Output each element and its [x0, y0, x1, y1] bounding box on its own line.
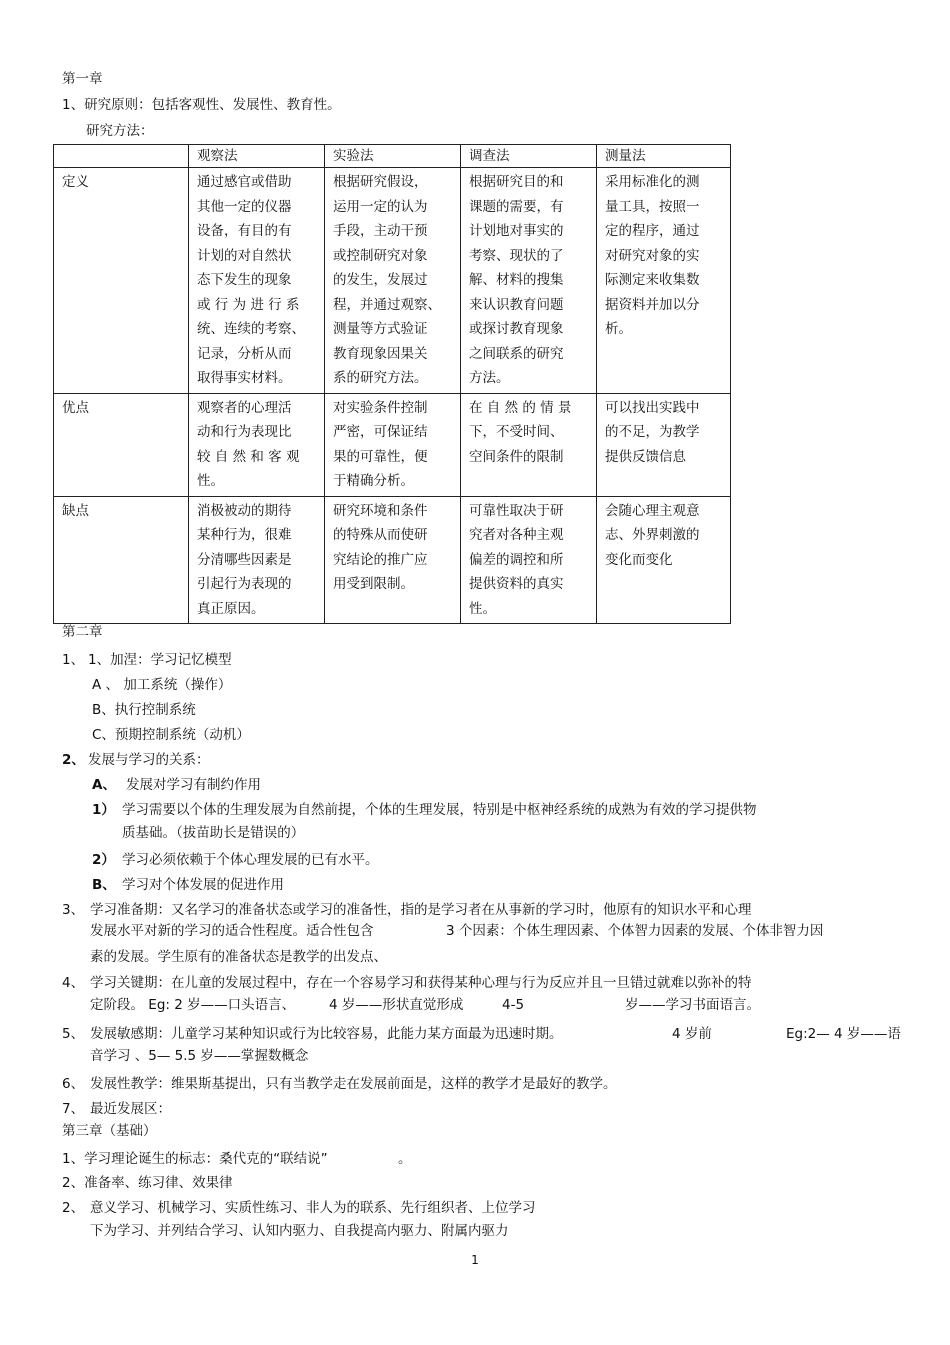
- critical-period-eg-2: 4 岁——形状直觉形成: [329, 997, 464, 1013]
- cell-text-line: 较 自 然 和 客 观: [197, 448, 300, 465]
- cell-text-line: 程，并通过观察、: [333, 296, 441, 313]
- cell-text-line: 析。: [605, 321, 632, 337]
- learning-theory-origin: 1、学习理论诞生的标志：桑代克的“联结说”: [62, 1151, 328, 1167]
- critical-period-eg-3: 4-5: [502, 997, 525, 1013]
- cell-text-line: 在 自 然 的 情 景: [469, 399, 572, 416]
- learning-theory-origin-end: 。: [398, 1151, 412, 1167]
- cell-text-line: 用受到限制。: [333, 576, 414, 592]
- cell-text-line: 某种行为，很难: [197, 527, 292, 543]
- table-row: [54, 393, 731, 496]
- cell-text-line: 取得事实材料。: [197, 370, 292, 386]
- critical-period: 学习关键期：在儿童的发展过程中，存在一个容易学习和获得某种心理与行为反应并且一旦错过就难以弥补的特: [90, 975, 752, 991]
- cell-text-line: 性。: [469, 600, 496, 617]
- cell-text-line: 对实验条件控制: [333, 399, 428, 416]
- thorndike-laws: 2、准备率、练习律、效果律: [62, 1175, 233, 1191]
- cell-text-line: 解、材料的搜集: [469, 272, 564, 288]
- sub-label: A、: [92, 777, 116, 793]
- cell-text-line: 可靠性取决于研: [469, 502, 564, 519]
- cell-text-line: 或 行 为 进 行 系: [197, 296, 300, 313]
- row-label: 缺点: [54, 496, 189, 624]
- table-cell: [461, 393, 597, 496]
- cell-text-line: 消极被动的期待: [197, 502, 292, 519]
- cell-text-line: 变化而变化: [605, 551, 673, 568]
- cell-text-line: 究结论的推广应: [333, 551, 428, 568]
- sub-label: B、: [92, 877, 116, 893]
- table-row: [54, 496, 731, 624]
- cell-text-line: 果的可靠性，便: [333, 448, 428, 465]
- table-header-cell: 测量法: [597, 145, 731, 168]
- gagne-model: 1、加涅：学习记忆模型: [88, 652, 232, 668]
- cell-text-line: 设备，有目的有: [197, 223, 292, 239]
- cell-text-line: 提供资料的真实: [469, 576, 564, 592]
- cell-text-line: 记录，分析从而: [197, 345, 292, 362]
- physiological-premise-cont: 质基础。（拔苗助长是错误的）: [122, 825, 305, 841]
- cell-text-line: 对研究对象的实: [605, 247, 700, 264]
- table-cell: [325, 168, 461, 394]
- learning-promotes-development: 学习对个体发展的促进作用: [122, 877, 284, 893]
- readiness-period-end: 素的发展。学生原有的准备状态是教学的出发点、: [90, 949, 387, 965]
- cell-text-line: 研究环境和条件: [333, 502, 428, 519]
- table-cell: [597, 393, 731, 496]
- readiness-period: 学习准备期：又名学习的准备状态或学习的准备性，指的是学习者在从事新的学习时，他原有的知识水平和心理: [90, 902, 752, 918]
- cell-text-line: 或探讨教育现象: [469, 321, 564, 337]
- chapter-2-title: 第二章: [62, 624, 103, 640]
- cell-text-line: 系的研究方法。: [333, 370, 428, 386]
- gagne-model-a: A 、 加工系统（操作）: [92, 677, 232, 693]
- cell-text-line: 会随心理主观意: [605, 502, 700, 519]
- cell-text-line: 课题的需要，有: [469, 198, 564, 215]
- cell-text-line: 计划地对事实的: [469, 223, 564, 239]
- development-learning-relation: 发展与学习的关系：: [88, 752, 210, 768]
- cell-text-line: 测量等方式验证: [333, 321, 428, 337]
- item-number: 1、: [62, 652, 85, 668]
- page-number: 1: [471, 1253, 479, 1267]
- gagne-model-c: C、预期控制系统（动机）: [92, 727, 250, 743]
- table-cell: [325, 496, 461, 624]
- table-header-cell: 观察法: [189, 145, 325, 168]
- research-methods-label: 研究方法：: [86, 123, 154, 139]
- critical-period-eg: 定阶段。 Eg: 2 岁——口头语言、: [90, 997, 296, 1013]
- sensitive-period-age: 4 岁前: [672, 1026, 712, 1042]
- table-cell: [189, 168, 325, 394]
- learning-types: 意义学习、机械学习、实质性练习、非人为的联系、先行组织者、上位学习: [90, 1200, 536, 1216]
- cell-text-line: 根据研究假设，: [333, 174, 428, 190]
- sensitive-period-eg: Eg:2— 4 岁——语: [786, 1026, 901, 1042]
- research-methods-table: [53, 144, 731, 624]
- table-header-cell: [54, 145, 189, 168]
- cell-text-line: 之间联系的研究: [469, 345, 564, 362]
- table-cell: [189, 393, 325, 496]
- cell-text-line: 或控制研究对象: [333, 247, 428, 264]
- row-label: 优点: [54, 393, 189, 496]
- table-row: [54, 168, 731, 394]
- readiness-period-cont: 发展水平对新的学习的适合性程度。适合性包含: [90, 923, 374, 939]
- cell-text-line: 采用标准化的测: [605, 174, 700, 190]
- cell-text-line: 量工具，按照一: [605, 198, 700, 215]
- cell-text-line: 于精确分析。: [333, 473, 414, 489]
- chapter-1-title: 第一章: [62, 71, 103, 87]
- cell-text-line: 的特殊从而使研: [333, 527, 428, 543]
- table-cell: [189, 496, 325, 624]
- cell-text-line: 际测定来收集数: [605, 272, 700, 288]
- cell-text-line: 观察者的心理活: [197, 399, 292, 416]
- readiness-factors: 3 个因素：个体生理因素、个体智力因素的发展、个体非智力因: [446, 923, 824, 939]
- developmental-teaching: 发展性教学：维果斯基提出，只有当教学走在发展前面是，这样的教学才是最好的教学。: [90, 1076, 617, 1092]
- cell-text-line: 运用一定的认为: [333, 198, 428, 215]
- table-cell: [325, 393, 461, 496]
- row-label: 定义: [54, 168, 189, 394]
- psychological-level: 学习必须依赖于个体心理发展的已有水平。: [122, 852, 379, 868]
- development-constrains-learning: 发展对学习有制约作用: [126, 777, 261, 793]
- sub-label: 1）: [92, 802, 115, 818]
- sub-label: 2）: [92, 852, 115, 868]
- cell-text-line: 严密，可保证结: [333, 424, 428, 440]
- item-number: 4、: [62, 975, 85, 991]
- zone-of-proximal-development: 最近发展区：: [90, 1101, 171, 1117]
- cell-text-line: 手段，主动干预: [333, 223, 428, 239]
- cell-text-line: 动和行为表现比: [197, 424, 292, 440]
- item-number: 2、: [62, 1200, 85, 1216]
- cell-text-line: 考察、现状的了: [469, 247, 564, 264]
- cell-text-line: 提供反馈信息: [605, 448, 686, 465]
- cell-text-line: 空间条件的限制: [469, 448, 564, 465]
- cell-text-line: 教育现象因果关: [333, 345, 428, 362]
- learning-types-cont: 下为学习、并列结合学习、认知内驱力、自我提高内驱力、附属内驱力: [90, 1223, 509, 1239]
- cell-text-line: 根据研究目的和: [469, 174, 564, 190]
- sensitive-period: 发展敏感期：儿童学习某种知识或行为比较容易，此能力某方面最为迅速时期。: [90, 1026, 563, 1042]
- cell-text-line: 真正原因。: [197, 600, 265, 617]
- cell-text-line: 来认识教育问题: [469, 296, 564, 313]
- cell-text-line: 可以找出实践中: [605, 399, 700, 416]
- cell-text-line: 据资料并加以分: [605, 296, 700, 313]
- cell-text-line: 定的程序，通过: [605, 223, 700, 239]
- cell-text-line: 统、连续的考察、: [197, 321, 305, 337]
- physiological-premise: 学习需要以个体的生理发展为自然前提，个体的生理发展，特别是中枢神经系统的成熟为有效的学习提供物: [122, 802, 757, 818]
- cell-text-line: 的发生，发展过: [333, 272, 428, 288]
- cell-text-line: 态下发生的现象: [197, 272, 292, 288]
- table-cell: [597, 168, 731, 394]
- cell-text-line: 引起行为表现的: [197, 576, 292, 592]
- critical-period-eg-4: 岁——学习书面语言。: [625, 997, 760, 1013]
- cell-text-line: 究者对各种主观: [469, 527, 564, 543]
- item-number: 2、: [62, 752, 85, 768]
- cell-text-line: 偏差的调控和所: [469, 551, 564, 568]
- item-number: 7、: [62, 1101, 85, 1117]
- gagne-model-b: B、执行控制系统: [92, 702, 196, 718]
- item-number: 6、: [62, 1076, 85, 1092]
- table-header-cell: 调查法: [461, 145, 597, 168]
- sensitive-period-cont: 音学习 、5— 5.5 岁——掌握数概念: [90, 1048, 309, 1064]
- item-number: 5、: [62, 1026, 85, 1042]
- item-number: 3、: [62, 902, 85, 918]
- cell-text-line: 性。: [197, 473, 224, 489]
- table-header-cell: 实验法: [325, 145, 461, 168]
- cell-text-line: 的不足，为教学: [605, 424, 700, 440]
- table-cell: [597, 496, 731, 624]
- cell-text-line: 方法。: [469, 370, 510, 386]
- chapter-3-title: 第三章（基础）: [62, 1123, 157, 1139]
- cell-text-line: 分清哪些因素是: [197, 551, 292, 568]
- cell-text-line: 其他一定的仪器: [197, 198, 292, 215]
- cell-text-line: 通过感官或借助: [197, 174, 292, 190]
- cell-text-line: 计划的对自然状: [197, 247, 292, 264]
- research-principle: 1、研究原则：包括客观性、发展性、教育性。: [62, 97, 341, 113]
- table-cell: [461, 496, 597, 624]
- table-cell: [461, 168, 597, 394]
- cell-text-line: 志、外界刺激的: [605, 527, 700, 543]
- table-header-row: [54, 145, 731, 168]
- cell-text-line: 下，不受时间、: [469, 424, 564, 440]
